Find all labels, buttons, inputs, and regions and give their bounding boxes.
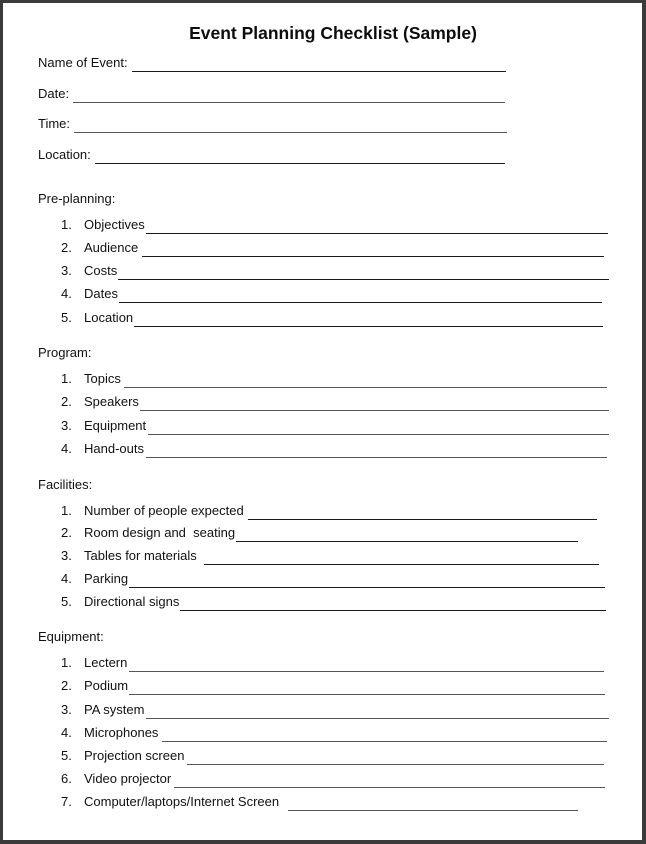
field-label: Date: (38, 86, 70, 101)
item-number: 3. (61, 263, 72, 278)
item-underline-input[interactable] (119, 302, 602, 303)
item-underline-input[interactable] (146, 233, 608, 234)
item-number: 3. (61, 548, 72, 563)
checklist-item-room-design-and-seating (84, 526, 578, 542)
field-underline-input[interactable] (73, 102, 505, 103)
item-label: Microphones (84, 725, 159, 740)
item-number: 3. (61, 702, 72, 717)
item-underline-input[interactable] (148, 434, 609, 435)
field-date (38, 87, 505, 103)
item-label: Equipment (84, 418, 147, 433)
item-number: 2. (61, 240, 72, 255)
field-name-of-event (38, 56, 506, 72)
item-number: 1. (61, 503, 72, 518)
item-underline-input[interactable] (129, 694, 605, 695)
item-number: 4. (61, 441, 72, 456)
item-number: 5. (61, 310, 72, 325)
checklist-item-number-of-people-expected (84, 504, 597, 520)
item-underline-input[interactable] (146, 718, 609, 719)
item-number: 5. (61, 748, 72, 763)
item-number: 4. (61, 725, 72, 740)
item-label: Podium (84, 678, 129, 693)
item-label: Parking (84, 571, 129, 586)
item-underline-input[interactable] (124, 387, 607, 388)
item-underline-input[interactable] (142, 256, 604, 257)
section-heading-program: Program: (38, 345, 92, 360)
page-title: Event Planning Checklist (Sample) (189, 23, 477, 43)
checklist-item-objectives (84, 218, 608, 234)
checklist-item-lectern (84, 656, 604, 672)
checklist-page (3, 3, 642, 840)
item-underline-input[interactable] (118, 279, 609, 280)
field-underline-input[interactable] (74, 132, 507, 133)
item-label: Video projector (84, 771, 172, 786)
item-underline-input[interactable] (187, 764, 604, 765)
section-heading-pre-planning: Pre-planning: (38, 191, 116, 206)
checklist-item-audience (84, 241, 604, 257)
item-label: Directional signs (84, 594, 180, 609)
item-label: Speakers (84, 394, 139, 409)
checklist-item-directional-signs (84, 595, 606, 611)
section-heading-facilities: Facilities: (38, 477, 93, 492)
field-label: Location: (38, 147, 91, 162)
checklist-item-topics (84, 372, 607, 388)
item-underline-input[interactable] (140, 410, 609, 411)
item-number: 1. (61, 217, 72, 232)
item-label: Dates (84, 286, 118, 301)
checklist-item-projection-screen (84, 749, 604, 765)
item-label: Location (84, 310, 134, 325)
checklist-item-dates (84, 287, 602, 303)
item-underline-input[interactable] (204, 564, 599, 565)
item-label: Number of people expected (84, 503, 244, 518)
item-label: PA system (84, 702, 145, 717)
item-label: Hand-outs (84, 441, 144, 456)
field-label: Name of Event: (38, 55, 128, 70)
item-label: Topics (84, 371, 121, 386)
checklist-item-speakers (84, 395, 609, 411)
item-label: Tables for materials (84, 548, 197, 563)
item-number: 2. (61, 394, 72, 409)
item-underline-input[interactable] (134, 326, 603, 327)
item-label: Audience (84, 240, 139, 255)
item-number: 1. (61, 655, 72, 670)
checklist-item-tables-for-materials (84, 549, 599, 565)
item-number: 7. (61, 794, 72, 809)
item-underline-input[interactable] (129, 587, 605, 588)
item-underline-input[interactable] (288, 810, 578, 811)
checklist-item-parking (84, 572, 605, 588)
checklist-item-video-projector (84, 772, 605, 788)
field-underline-input[interactable] (132, 71, 506, 72)
field-time (38, 117, 507, 133)
checklist-item-pa-system (84, 703, 609, 719)
checklist-item-hand-outs (84, 442, 607, 458)
item-number: 3. (61, 418, 72, 433)
item-label: Projection screen (84, 748, 185, 763)
field-location (38, 148, 505, 164)
item-number: 5. (61, 594, 72, 609)
checklist-item-location (84, 311, 603, 327)
field-label: Time: (38, 116, 71, 131)
item-underline-input[interactable] (162, 741, 607, 742)
checklist-item-microphones (84, 726, 607, 742)
section-heading-equipment: Equipment: (38, 629, 104, 644)
item-underline-input[interactable] (174, 787, 605, 788)
item-label: Lectern (84, 655, 128, 670)
item-underline-input[interactable] (180, 610, 606, 611)
item-underline-input[interactable] (248, 519, 597, 520)
checklist-item-podium (84, 679, 605, 695)
item-number: 1. (61, 371, 72, 386)
field-underline-input[interactable] (95, 163, 505, 164)
item-label: Objectives (84, 217, 145, 232)
item-label: Costs (84, 263, 118, 278)
item-underline-input[interactable] (129, 671, 604, 672)
item-number: 2. (61, 678, 72, 693)
item-number: 4. (61, 286, 72, 301)
checklist-item-costs (84, 264, 609, 280)
checklist-item-equipment (84, 419, 609, 435)
checklist-item-computer-laptops-internet-screen (84, 795, 578, 811)
item-underline-input[interactable] (236, 541, 578, 542)
item-underline-input[interactable] (146, 457, 607, 458)
item-label: Room design and seating (84, 525, 236, 540)
item-number: 4. (61, 571, 72, 586)
item-number: 6. (61, 771, 72, 786)
item-number: 2. (61, 525, 72, 540)
item-label: Computer/laptops/Internet Screen (84, 794, 280, 809)
